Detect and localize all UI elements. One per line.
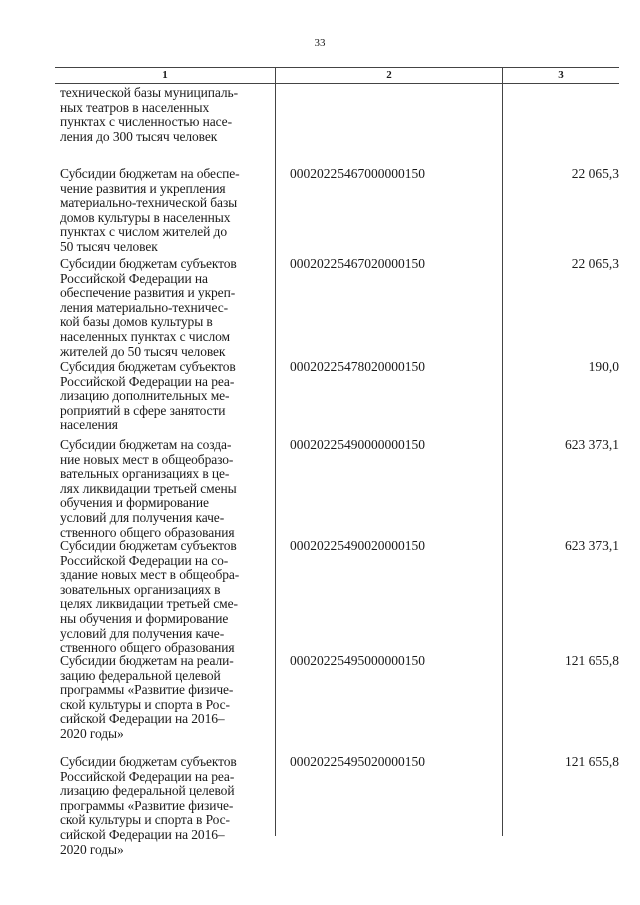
row-name-line: материально-технической базы — [60, 195, 238, 211]
column-header-3: 3 — [502, 68, 619, 83]
row-code: 00020225495020000150 — [290, 754, 425, 769]
row-name-line: целях ликвидации третьей сме- — [60, 596, 238, 612]
column-header-1: 1 — [162, 69, 168, 81]
row-name-line: Российской Федерации на реа- — [60, 768, 235, 784]
row-name-line: 50 тысяч человек — [60, 238, 158, 254]
row-name — [55, 755, 273, 857]
row-name-line: ской культуры и спорта в Рос- — [60, 696, 230, 712]
row-name-line: ние новых мест в общеобразо- — [60, 451, 234, 467]
row-name-line: сийской Федерации на 2016– — [60, 826, 225, 842]
row-name-line: лизацию дополнительных ме- — [60, 388, 230, 404]
row-name — [55, 360, 273, 433]
row-name-line: пунктах с числом жителей до — [60, 224, 227, 240]
row-code — [275, 86, 502, 144]
row-amount: 22 065,3 — [571, 166, 619, 181]
row-name-line: сийской Федерации на 2016– — [60, 711, 225, 727]
row-name-line: Субсидии бюджетам субъектов — [60, 538, 237, 553]
row-name-line: Российской Федерации на со- — [60, 552, 229, 568]
column-header-2: 2 — [275, 68, 502, 83]
row-name-line: зацию федеральной целевой — [60, 667, 221, 683]
row-name-line: вательных организациях в це- — [60, 466, 230, 482]
row-name-line: Субсидии бюджетам субъектов — [60, 256, 237, 271]
row-name-line: домов культуры в населенных — [60, 209, 231, 225]
row-name-line: ственного общего образования — [60, 640, 235, 656]
row-name-line: ных театров в населенных — [60, 99, 210, 115]
row-code: 00020225467000000150 — [290, 166, 425, 181]
table-row — [55, 86, 619, 144]
table-header — [55, 67, 619, 84]
row-name-line: чение развития и укрепления — [60, 180, 226, 196]
row-name-line: 2020 годы» — [60, 841, 124, 857]
row-name-line: условий для получения каче- — [60, 625, 225, 641]
row-name — [55, 654, 273, 742]
row-name-line: обеспечение развития и укреп- — [60, 285, 236, 301]
row-name-line: Российской Федерации на реа- — [60, 373, 235, 389]
row-name-line: кой базы домов культуры в — [60, 314, 213, 330]
row-code: 00020225478020000150 — [290, 359, 425, 374]
row-code: 00020225467020000150 — [290, 256, 425, 271]
row-name — [55, 257, 273, 359]
row-name-line: обучения и формирование — [60, 495, 209, 511]
row-name — [55, 438, 273, 540]
table-row — [55, 654, 619, 742]
row-name — [55, 86, 273, 144]
row-name-line: ления до 300 тысяч человек — [60, 128, 218, 144]
row-name-line: ской культуры и спорта в Рос- — [60, 812, 230, 828]
table-row — [55, 257, 619, 359]
row-amount: 121 655,8 — [565, 754, 619, 769]
table-row — [55, 360, 619, 433]
table-body — [55, 84, 619, 857]
row-name-line: населенных пунктах с числом — [60, 328, 230, 344]
table-row — [55, 755, 619, 857]
row-name-line: Субсидии бюджетам субъектов — [60, 754, 237, 769]
row-name-line: лях ликвидации третьей смены — [60, 480, 237, 496]
row-code: 00020225495000000150 — [290, 653, 425, 668]
page-number: 33 — [314, 37, 326, 49]
row-name-line: зовательных организациях в — [60, 581, 221, 597]
row-amount: 190,0 — [588, 359, 619, 374]
row-name-line: ственного общего образования — [60, 524, 235, 540]
table-row — [55, 438, 619, 540]
row-amount: 623 373,1 — [565, 437, 619, 452]
row-name-line: Субсидия бюджетам субъектов — [60, 359, 236, 374]
table-row — [55, 539, 619, 656]
row-name-line: ления материально-техничес- — [60, 299, 229, 315]
row-name — [55, 539, 273, 656]
row-name-line: технической базы муниципаль- — [60, 85, 239, 100]
row-name-line: программы «Развитие физиче- — [60, 682, 234, 698]
row-name-line: 2020 годы» — [60, 725, 124, 741]
row-code: 00020225490000000150 — [290, 437, 425, 452]
row-name-line: населения — [60, 417, 118, 433]
row-name-line: роприятий в сфере занятости — [60, 402, 226, 418]
row-name-line: ны обучения и формирование — [60, 610, 229, 626]
row-name-line: программы «Развитие физиче- — [60, 797, 234, 813]
row-name-line: условий для получения каче- — [60, 509, 225, 525]
row-name-line: Субсидии бюджетам на реали- — [60, 653, 234, 668]
row-amount — [502, 86, 619, 144]
row-name-line: здание новых мест в общеобра- — [60, 567, 240, 583]
row-name — [55, 167, 273, 255]
row-code: 00020225490020000150 — [290, 538, 425, 553]
row-amount: 623 373,1 — [565, 538, 619, 553]
table-row — [55, 167, 619, 255]
row-name-line: Субсидии бюджетам на обеспе- — [60, 166, 240, 181]
row-name-line: Российской Федерации на — [60, 270, 208, 286]
row-name-line: лизацию федеральной целевой — [60, 783, 235, 799]
row-amount: 121 655,8 — [565, 653, 619, 668]
budget-table — [55, 67, 619, 857]
row-amount: 22 065,3 — [571, 256, 619, 271]
row-name-line: жителей до 50 тысяч человек — [60, 343, 226, 359]
row-name-line: Субсидии бюджетам на созда- — [60, 437, 232, 452]
row-name-line: пунктах с численностью насе- — [60, 114, 232, 130]
